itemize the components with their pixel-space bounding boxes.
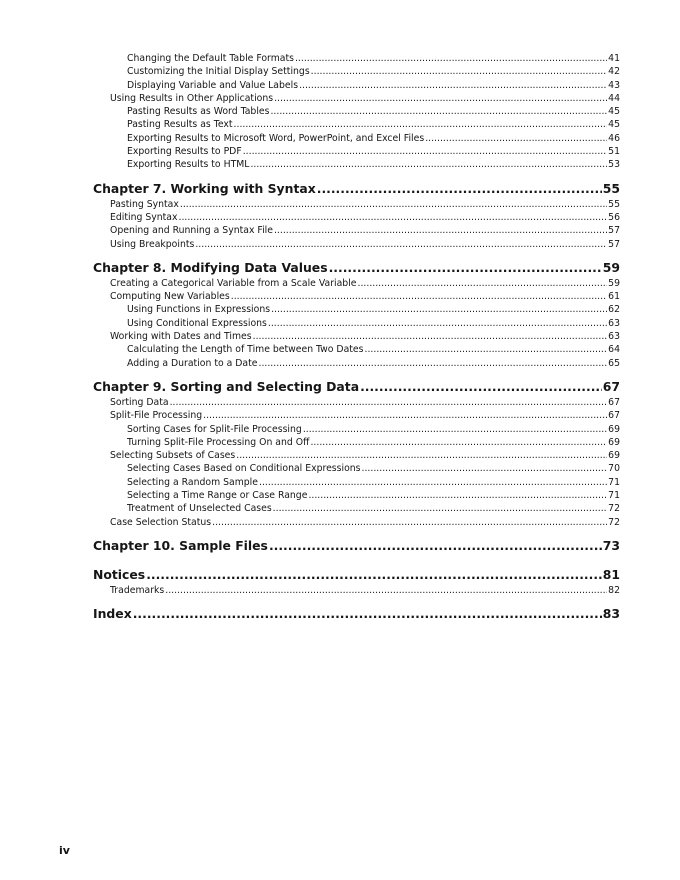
- dot-leader: [234, 118, 608, 131]
- toc-entry-page: 62: [608, 304, 620, 316]
- dot-leader: [362, 462, 608, 475]
- toc-entry[interactable]: [93, 92, 620, 105]
- toc-entry-page: 71: [608, 490, 620, 502]
- dot-leader: [269, 537, 602, 555]
- toc-entry[interactable]: [93, 65, 620, 78]
- dot-leader: [303, 423, 607, 436]
- toc-entry-page: 45: [608, 119, 620, 131]
- toc-entry-title: Pasting Results as Text: [127, 119, 233, 131]
- toc-entry[interactable]: [93, 423, 620, 436]
- toc-entry-page: 82: [608, 584, 620, 596]
- toc-entry[interactable]: [93, 145, 620, 158]
- toc-entry-title: Selecting a Random Sample: [127, 476, 258, 488]
- dot-leader: [165, 584, 607, 597]
- toc-entry-title: Chapter 7. Working with Syntax: [93, 180, 316, 196]
- toc-entry-title: Chapter 9. Sorting and Selecting Data: [93, 378, 360, 394]
- toc-entry-title: Sorting Cases for Split-File Processing: [127, 423, 302, 435]
- dot-leader: [253, 330, 608, 343]
- toc-entry-title: Exporting Results to HTML: [127, 159, 250, 171]
- toc-entry-page: 70: [608, 463, 620, 475]
- toc-chapter-entry[interactable]: [93, 180, 620, 198]
- toc-entry-title: Pasting Results as Word Tables: [127, 106, 270, 118]
- toc-entry-page: 59: [602, 259, 620, 275]
- toc-entry-page: 67: [602, 378, 620, 394]
- toc-entry-page: 73: [602, 537, 620, 553]
- dot-leader: [212, 516, 607, 529]
- toc-entry-title: Index: [93, 606, 132, 622]
- toc-entry-title: Split-File Processing: [110, 410, 203, 422]
- toc-entry-page: 45: [608, 106, 620, 118]
- dot-leader: [329, 259, 602, 277]
- toc-entry-title: Selecting Subsets of Cases: [110, 450, 236, 462]
- dot-leader: [203, 409, 607, 422]
- toc-entry[interactable]: [93, 436, 620, 449]
- toc-chapter-entry[interactable]: [93, 566, 620, 584]
- toc-entry-page: 83: [602, 606, 620, 622]
- toc-entry[interactable]: [93, 105, 620, 118]
- toc-entry[interactable]: [93, 476, 620, 489]
- dot-leader: [308, 489, 607, 502]
- toc-entry-page: 55: [602, 180, 620, 196]
- toc-entry[interactable]: [93, 158, 620, 171]
- toc-entry-page: 63: [608, 331, 620, 343]
- toc-entry-page: 41: [608, 53, 620, 64]
- dot-leader: [268, 317, 607, 330]
- toc-entry[interactable]: [93, 198, 620, 211]
- dot-leader: [274, 92, 607, 105]
- dot-leader: [270, 105, 607, 118]
- toc-entry-page: 57: [608, 225, 620, 237]
- toc-entry-title: Chapter 8. Modifying Data Values: [93, 259, 328, 275]
- toc-chapter-entry[interactable]: [93, 537, 620, 555]
- dot-leader: [360, 378, 602, 396]
- toc-entry-title: Sorting Data: [110, 396, 169, 408]
- toc-entry[interactable]: [93, 502, 620, 515]
- toc-entry-page: 61: [608, 291, 620, 303]
- toc-entry[interactable]: [93, 224, 620, 237]
- toc-entry-page: 69: [608, 436, 620, 448]
- toc-entry[interactable]: [93, 277, 620, 290]
- dot-leader: [425, 132, 607, 145]
- toc-entry-title: Turning Split-File Processing On and Off: [127, 436, 310, 448]
- toc-entry-title: Using Conditional Expressions: [127, 317, 267, 329]
- toc-entry-title: Customizing the Initial Display Settings: [127, 66, 310, 78]
- dot-leader: [250, 158, 607, 171]
- toc-entry-title: Creating a Categorical Variable from a Scale Variable: [110, 277, 357, 289]
- toc-entry-page: 56: [608, 211, 620, 223]
- toc-entry-title: Case Selection Status: [110, 516, 212, 528]
- dot-leader: [273, 502, 607, 515]
- toc-entry[interactable]: [93, 584, 620, 597]
- toc-entry-page: 51: [608, 146, 620, 158]
- toc-entry-page: 64: [608, 344, 620, 356]
- dot-leader: [170, 396, 608, 409]
- dot-leader: [231, 290, 607, 303]
- toc-entry-title: Working with Dates and Times: [110, 331, 252, 343]
- dot-leader: [133, 605, 602, 623]
- toc-entry-page: 71: [608, 476, 620, 488]
- toc-entry[interactable]: [93, 317, 620, 330]
- toc-entry-page: 72: [608, 516, 620, 528]
- dot-leader: [295, 52, 607, 65]
- toc-chapter-entry[interactable]: [93, 605, 620, 623]
- toc-entry[interactable]: [93, 357, 620, 370]
- toc-entry-page: 53: [608, 159, 620, 171]
- toc-entry-title: Opening and Running a Syntax File: [110, 225, 273, 237]
- toc-entry-title: Exporting Results to PDF: [127, 146, 242, 158]
- dot-leader: [236, 449, 607, 462]
- toc-entry-page: 43: [608, 79, 620, 91]
- dot-leader: [146, 566, 602, 584]
- toc-entry-title: Changing the Default Table Formats: [127, 53, 294, 64]
- toc-entry[interactable]: [93, 489, 620, 502]
- toc-entry-title: Trademarks: [110, 584, 165, 596]
- toc-entry-title: Selecting a Time Range or Case Range: [127, 490, 308, 502]
- toc-entry-title: Using Functions in Expressions: [127, 304, 271, 316]
- toc-entry-title: Adding a Duration to a Date: [127, 357, 258, 369]
- toc-entry-title: Calculating the Length of Time between Two Dates: [127, 344, 364, 356]
- toc-entry[interactable]: [93, 462, 620, 475]
- toc-entry-page: 57: [608, 238, 620, 250]
- toc-entry-page: 59: [608, 277, 620, 289]
- table-of-contents: [93, 52, 620, 623]
- toc-entry-page: 63: [608, 317, 620, 329]
- toc-entry[interactable]: [93, 303, 620, 316]
- toc-entry-title: Using Results in Other Applications: [110, 92, 274, 104]
- dot-leader: [259, 476, 607, 489]
- toc-entry[interactable]: [93, 52, 620, 65]
- toc-entry-title: Displaying Variable and Value Labels: [127, 79, 299, 91]
- toc-entry-page: 69: [608, 450, 620, 462]
- dot-leader: [310, 436, 607, 449]
- dot-leader: [311, 65, 607, 78]
- dot-leader: [365, 343, 608, 356]
- toc-entry[interactable]: [93, 330, 620, 343]
- toc-entry-page: 67: [608, 410, 620, 422]
- dot-leader: [274, 224, 607, 237]
- toc-chapter-entry[interactable]: [93, 259, 620, 277]
- dot-leader: [178, 211, 607, 224]
- toc-entry-title: Editing Syntax: [110, 211, 178, 223]
- toc-entry[interactable]: [93, 238, 620, 251]
- dot-leader: [258, 357, 607, 370]
- dot-leader: [195, 238, 607, 251]
- dot-leader: [317, 180, 602, 198]
- toc-entry-title: Selecting Cases Based on Conditional Expressions: [127, 463, 361, 475]
- toc-entry-page: 81: [602, 566, 620, 582]
- toc-entry-title: Using Breakpoints: [110, 238, 195, 250]
- dot-leader: [271, 303, 607, 316]
- toc-entry-page: 42: [608, 66, 620, 78]
- toc-entry[interactable]: [93, 516, 620, 529]
- toc-entry-title: Treatment of Unselected Cases: [127, 503, 272, 515]
- toc-entry[interactable]: [93, 396, 620, 409]
- toc-entry-title: Computing New Variables: [110, 291, 230, 303]
- toc-entry-title: Notices: [93, 566, 146, 582]
- toc-entry-page: 69: [608, 423, 620, 435]
- dot-leader: [299, 79, 607, 92]
- toc-entry-page: 65: [608, 357, 620, 369]
- toc-entry-page: 46: [608, 132, 620, 144]
- toc-entry[interactable]: [93, 409, 620, 422]
- toc-entry-page: 44: [608, 92, 620, 104]
- toc-entry-page: 67: [608, 396, 620, 408]
- page-number: iv: [59, 844, 70, 857]
- toc-entry-title: Pasting Syntax: [110, 198, 179, 210]
- toc-entry-page: 55: [608, 198, 620, 210]
- toc-entry[interactable]: [93, 118, 620, 131]
- toc-chapter-entry[interactable]: [93, 378, 620, 396]
- dot-leader: [243, 145, 607, 158]
- toc-entry-title: Chapter 10. Sample Files: [93, 537, 268, 553]
- toc-entry[interactable]: [93, 449, 620, 462]
- toc-entry[interactable]: [93, 290, 620, 303]
- dot-leader: [358, 277, 608, 290]
- toc-entry[interactable]: [93, 211, 620, 224]
- toc-entry-page: 72: [608, 503, 620, 515]
- toc-entry[interactable]: [93, 79, 620, 92]
- toc-entry[interactable]: [93, 343, 620, 356]
- toc-entry-title: Exporting Results to Microsoft Word, PowerPoint, and Excel Files: [127, 132, 425, 144]
- toc-entry[interactable]: [93, 132, 620, 145]
- dot-leader: [180, 198, 607, 211]
